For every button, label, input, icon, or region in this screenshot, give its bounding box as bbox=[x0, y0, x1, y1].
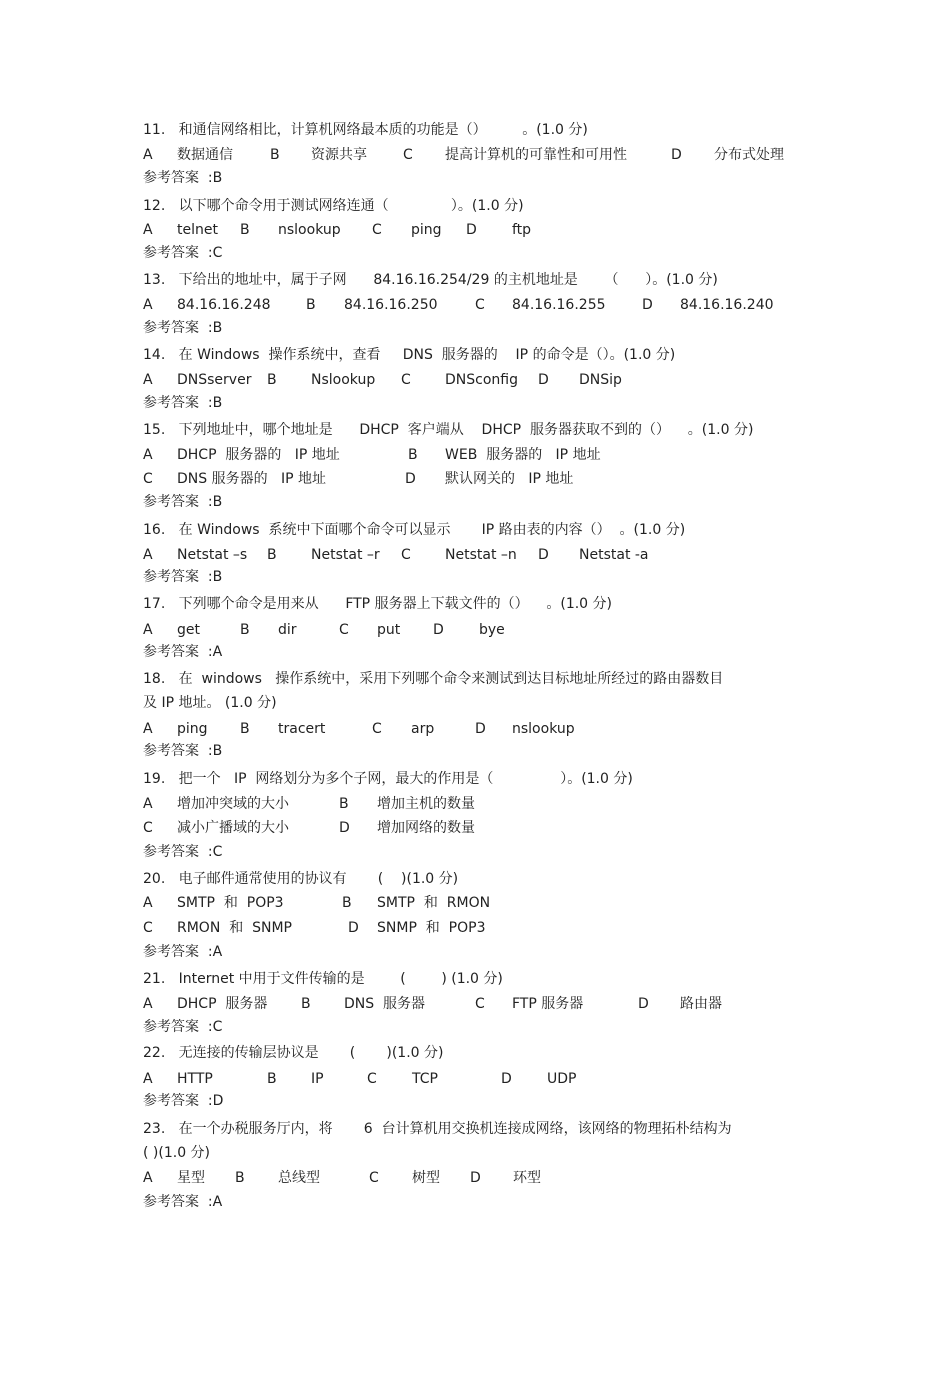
option-text: DHCP 服务器的 IP 地址 bbox=[177, 447, 340, 463]
question-19: 19. 把一个 IP 网络划分为多个子网，最大的作用是（ ）。(1.0 分) bbox=[143, 771, 633, 787]
option-letter: D bbox=[638, 996, 649, 1012]
option-text: 减小广播域的大小 bbox=[177, 820, 289, 836]
option-letter: B bbox=[342, 895, 352, 911]
answer-16: 参考答案 :B bbox=[143, 569, 223, 585]
option-text: 路由器 bbox=[680, 996, 722, 1012]
option-letter: C bbox=[401, 372, 411, 388]
option-text: 增加冲突域的大小 bbox=[177, 796, 289, 812]
option-text: nslookup bbox=[512, 721, 575, 737]
option-text: Netstat –r bbox=[311, 547, 380, 563]
option-text: Nslookup bbox=[311, 372, 376, 388]
option-text: SMTP 和 POP3 bbox=[177, 895, 284, 911]
option-letter: D bbox=[433, 622, 444, 638]
answer-17: 参考答案 :A bbox=[143, 644, 223, 660]
option-letter: C bbox=[475, 996, 485, 1012]
option-letter: A bbox=[143, 147, 153, 163]
option-letter: A bbox=[143, 222, 153, 238]
option-letter: C bbox=[143, 820, 153, 836]
option-letter: B bbox=[301, 996, 311, 1012]
option-letter: A bbox=[143, 622, 153, 638]
question-22: 22. 无连接的传输层协议是 ( )(1.0 分) bbox=[143, 1045, 444, 1061]
option-letter: B bbox=[267, 547, 277, 563]
option-letter: D bbox=[466, 222, 477, 238]
option-text: tracert bbox=[278, 721, 326, 737]
question-20: 20. 电子邮件通常使用的协议有 ( )(1.0 分) bbox=[143, 871, 459, 887]
option-letter: D bbox=[538, 547, 549, 563]
option-letter: A bbox=[143, 1170, 153, 1186]
option-letter: D bbox=[642, 297, 653, 313]
options-19-row1 bbox=[143, 793, 475, 815]
options-15-row2 bbox=[143, 468, 574, 490]
option-text: 增加主机的数量 bbox=[377, 796, 475, 812]
option-text: arp bbox=[411, 721, 435, 737]
answer-21: 参考答案 :C bbox=[143, 1019, 223, 1035]
option-text: Netstat –s bbox=[177, 547, 248, 563]
option-letter: A bbox=[143, 895, 153, 911]
option-letter: A bbox=[143, 721, 153, 737]
option-letter: C bbox=[369, 1170, 379, 1186]
option-text: DNSip bbox=[579, 372, 622, 388]
option-letter: D bbox=[538, 372, 549, 388]
option-text: DNSserver bbox=[177, 372, 252, 388]
option-text: WEB 服务器的 IP 地址 bbox=[445, 447, 601, 463]
option-text: ping bbox=[411, 222, 442, 238]
question-14: 14. 在 Windows 操作系统中，查看 DNS 服务器的 IP 的命令是（）。(1.0 分) bbox=[143, 347, 676, 363]
answer-13: 参考答案 :B bbox=[143, 320, 223, 336]
question-23-line2: ( )(1.0 分) bbox=[143, 1145, 211, 1161]
question-11: 11. 和通信网络相比，计算机网络最本质的功能是（） 。(1.0 分) bbox=[143, 122, 588, 138]
option-text: RMON 和 SNMP bbox=[177, 920, 292, 936]
option-text: HTTP bbox=[177, 1071, 213, 1087]
option-text: SNMP 和 POP3 bbox=[377, 920, 486, 936]
option-text: put bbox=[377, 622, 401, 638]
answer-11: 参考答案 :B bbox=[143, 170, 223, 186]
option-text: 数据通信 bbox=[177, 147, 233, 163]
option-text: FTP 服务器 bbox=[512, 996, 584, 1012]
option-letter: C bbox=[372, 721, 382, 737]
option-text: IP bbox=[311, 1071, 324, 1087]
option-letter: B bbox=[339, 796, 349, 812]
option-text: ping bbox=[177, 721, 208, 737]
options-16 bbox=[143, 544, 649, 566]
option-text: bye bbox=[479, 622, 505, 638]
option-letter: C bbox=[143, 920, 153, 936]
option-letter: D bbox=[339, 820, 350, 836]
question-13: 13. 下给出的地址中，属于子网 84.16.16.254/29 的主机地址是 （ ）。(1.0 分) bbox=[143, 272, 718, 288]
option-text: DNSconfig bbox=[445, 372, 518, 388]
question-12: 12. 以下哪个命令用于测试网络连通（ ）。(1.0 分) bbox=[143, 198, 524, 214]
option-text: SMTP 和 RMON bbox=[377, 895, 491, 911]
option-text: UDP bbox=[547, 1071, 577, 1087]
option-letter: C bbox=[339, 622, 349, 638]
answer-23: 参考答案 :A bbox=[143, 1194, 223, 1210]
option-text: get bbox=[177, 622, 200, 638]
option-letter: D bbox=[475, 721, 486, 737]
option-text: ftp bbox=[512, 222, 532, 238]
options-14 bbox=[143, 369, 622, 391]
option-letter: A bbox=[143, 447, 153, 463]
option-letter: A bbox=[143, 297, 153, 313]
option-text: 84.16.16.248 bbox=[177, 297, 271, 313]
option-letter: B bbox=[240, 721, 250, 737]
question-23-line1: 23. 在一个办税服务厅内，将 6 台计算机用交换机连接成网络，该网络的物理拓朴结构为 bbox=[143, 1121, 732, 1137]
option-text: TCP bbox=[412, 1071, 438, 1087]
option-letter: D bbox=[671, 147, 682, 163]
option-letter: B bbox=[240, 222, 250, 238]
option-text: 84.16.16.255 bbox=[512, 297, 606, 313]
option-letter: D bbox=[470, 1170, 481, 1186]
options-20-row2 bbox=[143, 917, 486, 939]
option-letter: C bbox=[401, 547, 411, 563]
option-text: 84.16.16.250 bbox=[344, 297, 438, 313]
option-text: 环型 bbox=[513, 1170, 541, 1186]
options-19-row2 bbox=[143, 817, 475, 839]
answer-18: 参考答案 :B bbox=[143, 743, 223, 759]
options-18 bbox=[143, 718, 575, 740]
option-text: DHCP 服务器 bbox=[177, 996, 268, 1012]
option-letter: D bbox=[405, 471, 416, 487]
option-text: 分布式处理 bbox=[714, 147, 784, 163]
option-letter: D bbox=[501, 1071, 512, 1087]
option-letter: A bbox=[143, 372, 153, 388]
option-letter: A bbox=[143, 1071, 153, 1087]
option-letter: C bbox=[372, 222, 382, 238]
option-letter: B bbox=[267, 372, 277, 388]
option-text: Netstat –n bbox=[445, 547, 517, 563]
option-letter: D bbox=[348, 920, 359, 936]
option-text: 增加网络的数量 bbox=[377, 820, 475, 836]
answer-20: 参考答案 :A bbox=[143, 944, 223, 960]
option-text: 84.16.16.240 bbox=[680, 297, 774, 313]
option-text: dir bbox=[278, 622, 297, 638]
option-letter: B bbox=[235, 1170, 245, 1186]
option-letter: A bbox=[143, 996, 153, 1012]
option-text: DNS 服务器的 IP 地址 bbox=[177, 471, 326, 487]
option-text: Netstat -a bbox=[579, 547, 649, 563]
question-15: 15. 下列地址中，哪个地址是 DHCP 客户端从 DHCP 服务器获取不到的（） 。(1.0 分) bbox=[143, 422, 754, 438]
option-text: 资源共享 bbox=[311, 147, 367, 163]
option-text: 总线型 bbox=[278, 1170, 320, 1186]
question-17: 17. 下列哪个命令是用来从 FTP 服务器上下载文件的（） 。(1.0 分) bbox=[143, 596, 613, 612]
answer-12: 参考答案 :C bbox=[143, 245, 223, 261]
option-text: telnet bbox=[177, 222, 218, 238]
option-text: nslookup bbox=[278, 222, 341, 238]
options-13 bbox=[143, 294, 774, 316]
options-17 bbox=[143, 619, 505, 641]
answer-15: 参考答案 :B bbox=[143, 494, 223, 510]
question-18-line2: 及 IP 地址。 (1.0 分) bbox=[143, 695, 277, 711]
question-21: 21. Internet 中用于文件传输的是 ( ) (1.0 分) bbox=[143, 971, 503, 987]
options-22 bbox=[143, 1068, 577, 1090]
option-letter: B bbox=[240, 622, 250, 638]
answer-19: 参考答案 :C bbox=[143, 844, 223, 860]
option-text: 提高计算机的可靠性和可用性 bbox=[445, 147, 627, 163]
options-20-row1 bbox=[143, 892, 491, 914]
option-letter: C bbox=[403, 147, 413, 163]
options-15-row1 bbox=[143, 444, 601, 466]
options-21 bbox=[143, 993, 722, 1015]
option-letter: A bbox=[143, 796, 153, 812]
answer-22: 参考答案 :D bbox=[143, 1093, 224, 1109]
option-letter: C bbox=[367, 1071, 377, 1087]
option-text: 默认网关的 IP 地址 bbox=[445, 471, 574, 487]
question-16: 16. 在 Windows 系统中下面哪个命令可以显示 IP 路由表的内容（） 。(1.0 分) bbox=[143, 522, 686, 538]
option-letter: C bbox=[143, 471, 153, 487]
question-18-line1: 18. 在 windows 操作系统中，采用下列哪个命令来测试到达目标地址所经过的路由器数目 bbox=[143, 671, 724, 687]
option-letter: B bbox=[306, 297, 316, 313]
option-letter: C bbox=[475, 297, 485, 313]
options-12 bbox=[143, 219, 532, 241]
option-letter: B bbox=[267, 1071, 277, 1087]
option-letter: A bbox=[143, 547, 153, 563]
option-letter: B bbox=[408, 447, 418, 463]
options-23 bbox=[143, 1167, 541, 1189]
option-text: DNS 服务器 bbox=[344, 996, 426, 1012]
options-11 bbox=[143, 144, 784, 166]
option-letter: B bbox=[270, 147, 280, 163]
option-text: 树型 bbox=[412, 1170, 440, 1186]
answer-14: 参考答案 :B bbox=[143, 395, 223, 411]
option-text: 星型 bbox=[177, 1170, 205, 1186]
